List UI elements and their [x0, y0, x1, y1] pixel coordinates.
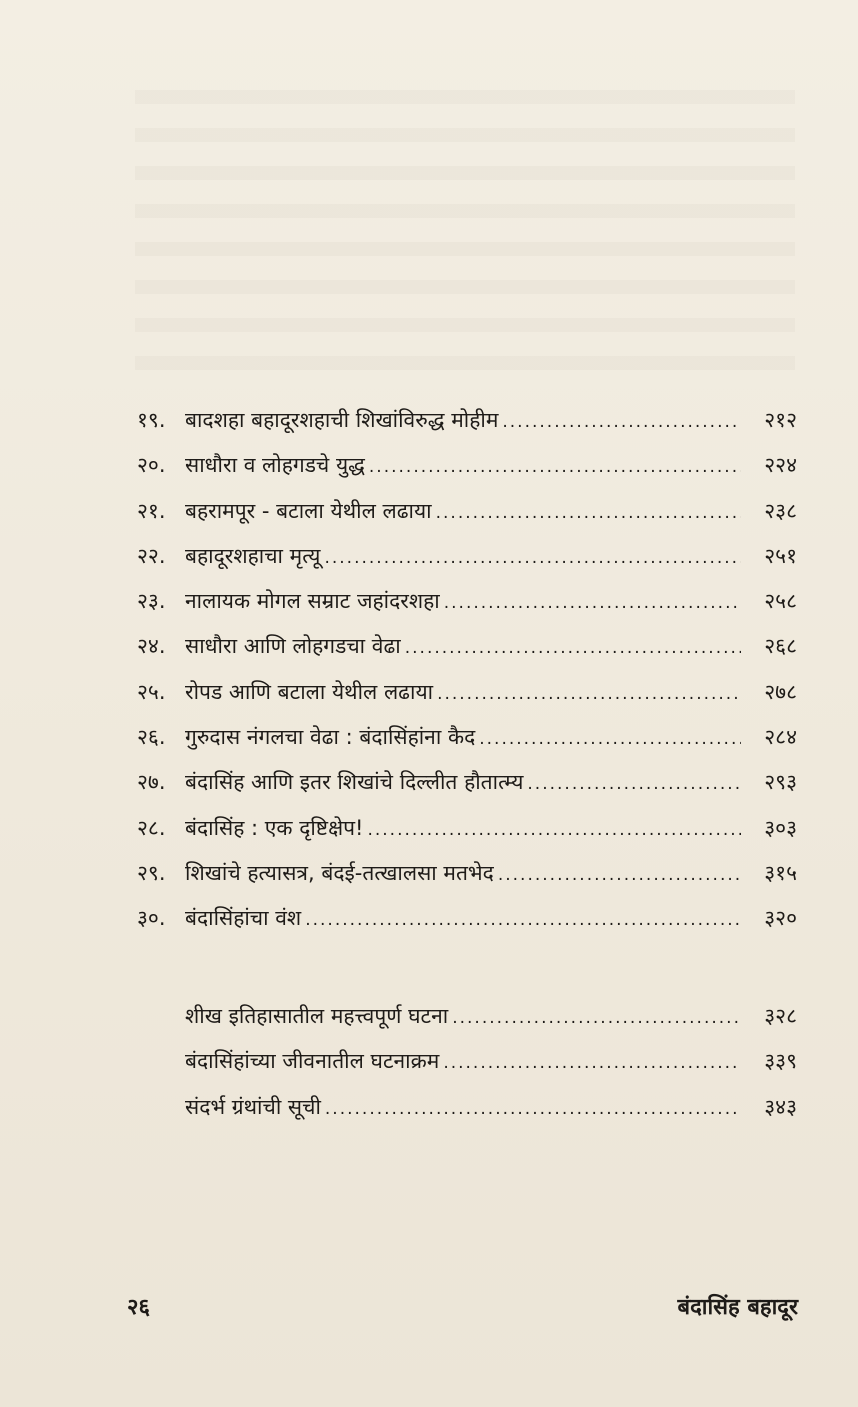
- toc-row: [137, 443, 797, 488]
- chapter-title: रोपड आणि बटाला येथील लढाया: [185, 679, 434, 704]
- chapter-page: २५१: [764, 543, 797, 568]
- chapter-number: २७.: [137, 770, 166, 795]
- appendix-title: बंदासिंहांच्या जीवनातील घटनाक्रम: [185, 1049, 440, 1074]
- dot-leader: [444, 581, 741, 626]
- toc-row: [137, 489, 797, 534]
- appendix-title: शीख इतिहासातील महत्त्वपूर्ण घटना: [185, 1004, 449, 1028]
- appendix-row: [185, 1085, 797, 1130]
- toc-row: [137, 398, 797, 443]
- chapter-number: २८.: [137, 815, 166, 840]
- appendix-page: ३३९: [764, 1049, 797, 1074]
- chapter-number: २०.: [137, 453, 166, 478]
- running-title: बंदासिंह बहादूर: [677, 1295, 798, 1320]
- dot-leader: [498, 853, 741, 898]
- toc-row: [137, 624, 797, 669]
- chapter-title: बंदासिंहांचा वंश: [185, 906, 302, 931]
- dot-leader: [527, 762, 741, 807]
- toc-row: [137, 534, 797, 579]
- dot-leader: [405, 626, 741, 671]
- chapter-page: २२४: [764, 453, 797, 478]
- dot-leader: [452, 996, 741, 1041]
- dot-leader: [443, 1041, 741, 1086]
- chapter-number: २३.: [137, 589, 166, 614]
- dot-leader: [367, 808, 741, 853]
- chapter-title: गुरुदास नंगलचा वेढा : बंदासिंहांना कैद: [185, 725, 476, 750]
- appendix-list: [185, 994, 797, 1130]
- dot-leader: [324, 536, 741, 581]
- chapter-page: २१२: [764, 408, 797, 432]
- chapter-page: २६८: [764, 634, 797, 659]
- dot-leader: [369, 445, 741, 490]
- toc-row: [137, 806, 797, 851]
- chapter-number: २५.: [137, 679, 166, 704]
- chapter-title: साधौरा आणि लोहगडचा वेढा: [185, 634, 401, 659]
- chapter-title: बादशहा बहादूरशहाची शिखांविरुद्ध मोहीम: [185, 408, 499, 432]
- dot-leader: [325, 1087, 741, 1132]
- dot-leader: [305, 898, 741, 943]
- chapter-page: ३१५: [764, 860, 797, 885]
- dot-leader: [479, 717, 741, 762]
- bleed-through-texture: [135, 90, 795, 390]
- appendix-row: [185, 1039, 797, 1084]
- appendix-page: ३४३: [764, 1094, 797, 1119]
- chapter-page: २८४: [764, 725, 797, 750]
- chapter-page: २७८: [764, 679, 797, 704]
- appendix-title: संदर्भ ग्रंथांची सूची: [185, 1094, 321, 1119]
- chapter-title: शिखांचे हत्यासत्र, बंदई-तत्खालसा मतभेद: [185, 860, 494, 885]
- toc-row: [137, 896, 797, 941]
- chapter-page: २५८: [764, 589, 797, 614]
- toc-row: [137, 579, 797, 624]
- chapter-number: २४.: [137, 634, 166, 659]
- toc-row: [137, 851, 797, 896]
- toc-row: [137, 760, 797, 805]
- chapter-number: २२.: [137, 543, 166, 568]
- page-number: २६: [127, 1295, 150, 1320]
- dot-leader: [437, 672, 741, 717]
- dot-leader: [502, 400, 741, 445]
- chapter-title: नालायक मोगल सम्राट जहांदरशहा: [185, 589, 440, 614]
- appendix-row: [185, 994, 797, 1039]
- appendix-page: ३२८: [764, 1004, 797, 1028]
- toc-row: [137, 715, 797, 760]
- chapter-page: ३२०: [764, 906, 797, 931]
- dot-leader: [436, 491, 741, 536]
- chapter-number: ३०.: [137, 906, 166, 931]
- chapter-title: बहादूरशहाचा मृत्यू: [185, 543, 321, 568]
- chapter-page: २९३: [764, 770, 797, 795]
- chapter-title: बहरामपूर - बटाला येथील लढाया: [185, 498, 432, 523]
- chapter-number: १९.: [137, 408, 166, 432]
- table-of-contents: [137, 398, 797, 942]
- chapter-page: २३८: [764, 498, 797, 523]
- toc-row: [137, 670, 797, 715]
- chapter-number: २९.: [137, 860, 166, 885]
- chapter-number: २६.: [137, 725, 166, 750]
- chapter-title: बंदासिंह : एक दृष्टिक्षेप!: [185, 815, 364, 840]
- chapter-page: ३०३: [764, 815, 797, 840]
- chapter-title: बंदासिंह आणि इतर शिखांचे दिल्लीत हौतात्म्य: [185, 770, 524, 795]
- chapter-number: २१.: [137, 498, 166, 523]
- chapter-title: साधौरा व लोहगडचे युद्ध: [185, 453, 365, 478]
